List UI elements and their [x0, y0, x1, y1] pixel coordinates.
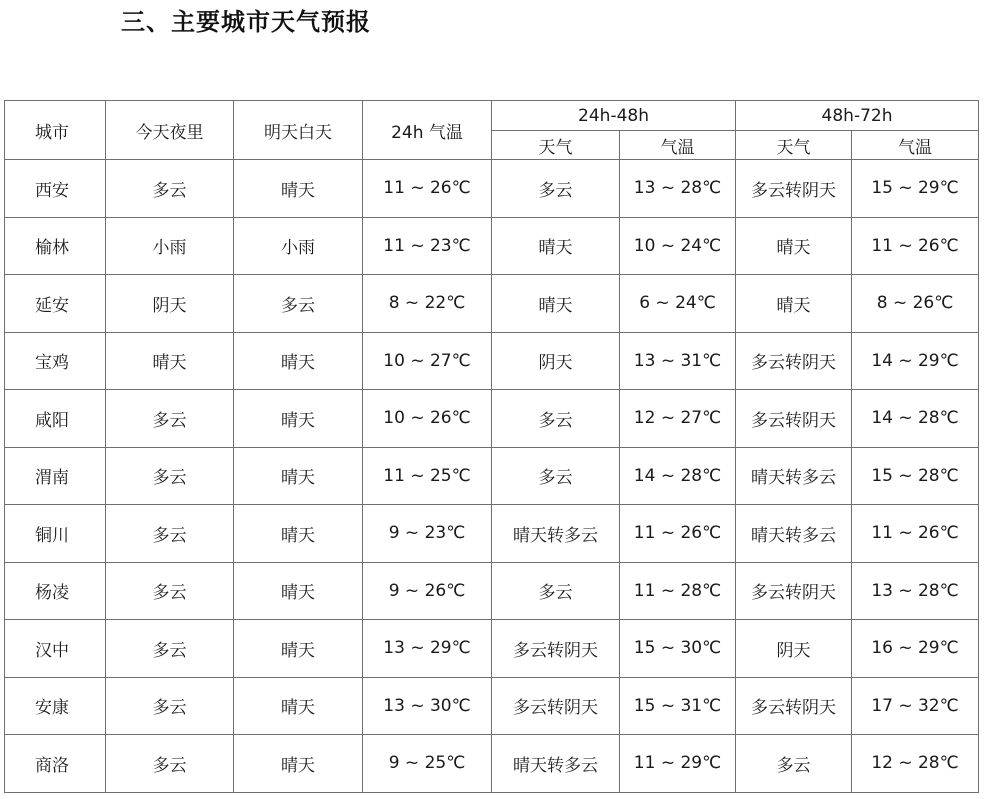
table-header	[5, 101, 979, 160]
cell-weather-24-48h: 多云	[492, 160, 620, 218]
table-row	[5, 217, 979, 275]
cell-temp-24h: 13 ~ 29℃	[363, 620, 492, 678]
cell-tonight: 多云	[106, 620, 234, 678]
cell-weather-48-72h: 晴天	[736, 275, 852, 333]
cell-temp-48-72h: 8 ~ 26℃	[852, 275, 979, 333]
cell-temp-48-72h: 15 ~ 28℃	[852, 447, 979, 505]
cell-temp-24-48h: 6 ~ 24℃	[620, 275, 736, 333]
cell-temp-24h: 11 ~ 23℃	[363, 217, 492, 275]
cell-city: 西安	[5, 160, 106, 218]
cell-tomorrow-day: 晴天	[234, 390, 363, 448]
cell-tomorrow-day: 晴天	[234, 332, 363, 390]
cell-weather-48-72h: 多云转阴天	[736, 390, 852, 448]
cell-weather-24-48h: 晴天转多云	[492, 505, 620, 563]
header-city: 城市	[5, 101, 106, 160]
cell-tonight: 阴天	[106, 275, 234, 333]
table-row	[5, 677, 979, 735]
table-row	[5, 735, 979, 793]
cell-tomorrow-day: 晴天	[234, 677, 363, 735]
header-temp-48-72h: 气温	[852, 131, 979, 160]
header-temp-24h: 24h 气温	[363, 101, 492, 160]
cell-weather-48-72h: 多云转阴天	[736, 160, 852, 218]
cell-tomorrow-day: 晴天	[234, 735, 363, 793]
cell-temp-24h: 11 ~ 25℃	[363, 447, 492, 505]
cell-temp-24-48h: 11 ~ 26℃	[620, 505, 736, 563]
cell-city: 商洛	[5, 735, 106, 793]
cell-tomorrow-day: 晴天	[234, 160, 363, 218]
cell-tonight: 多云	[106, 505, 234, 563]
forecast-table	[4, 100, 979, 793]
header-weather-24-48h: 天气	[492, 131, 620, 160]
cell-weather-48-72h: 晴天	[736, 217, 852, 275]
cell-city: 宝鸡	[5, 332, 106, 390]
cell-temp-24h: 10 ~ 27℃	[363, 332, 492, 390]
cell-weather-48-72h: 多云	[736, 735, 852, 793]
cell-weather-24-48h: 阴天	[492, 332, 620, 390]
cell-temp-48-72h: 13 ~ 28℃	[852, 562, 979, 620]
cell-temp-24h: 9 ~ 26℃	[363, 562, 492, 620]
cell-weather-24-48h: 多云转阴天	[492, 620, 620, 678]
cell-temp-24h: 9 ~ 23℃	[363, 505, 492, 563]
cell-temp-48-72h: 11 ~ 26℃	[852, 217, 979, 275]
cell-weather-48-72h: 阴天	[736, 620, 852, 678]
cell-weather-48-72h: 晴天转多云	[736, 447, 852, 505]
cell-tonight: 多云	[106, 677, 234, 735]
cell-temp-24h: 9 ~ 25℃	[363, 735, 492, 793]
cell-temp-24h: 8 ~ 22℃	[363, 275, 492, 333]
header-temp-24-48h: 气温	[620, 131, 736, 160]
cell-weather-24-48h: 晴天转多云	[492, 735, 620, 793]
header-group-48-72h: 48h-72h	[736, 101, 979, 131]
cell-tomorrow-day: 晴天	[234, 620, 363, 678]
cell-temp-24-48h: 10 ~ 24℃	[620, 217, 736, 275]
cell-tomorrow-day: 晴天	[234, 505, 363, 563]
cell-weather-48-72h: 多云转阴天	[736, 562, 852, 620]
table-row	[5, 160, 979, 218]
cell-tonight: 多云	[106, 390, 234, 448]
cell-city: 汉中	[5, 620, 106, 678]
table-row	[5, 447, 979, 505]
cell-tonight: 晴天	[106, 332, 234, 390]
table-row	[5, 390, 979, 448]
cell-temp-48-72h: 11 ~ 26℃	[852, 505, 979, 563]
cell-tomorrow-day: 多云	[234, 275, 363, 333]
cell-city: 渭南	[5, 447, 106, 505]
header-group-24-48h: 24h-48h	[492, 101, 736, 131]
cell-weather-48-72h: 多云转阴天	[736, 677, 852, 735]
cell-city: 铜川	[5, 505, 106, 563]
cell-city: 榆林	[5, 217, 106, 275]
cell-weather-24-48h: 多云	[492, 447, 620, 505]
cell-temp-48-72h: 12 ~ 28℃	[852, 735, 979, 793]
cell-tonight: 小雨	[106, 217, 234, 275]
header-tonight: 今天夜里	[106, 101, 234, 160]
cell-weather-24-48h: 多云	[492, 562, 620, 620]
cell-tomorrow-day: 晴天	[234, 562, 363, 620]
table-row	[5, 275, 979, 333]
cell-city: 咸阳	[5, 390, 106, 448]
cell-temp-48-72h: 14 ~ 29℃	[852, 332, 979, 390]
cell-tonight: 多云	[106, 447, 234, 505]
table-row	[5, 332, 979, 390]
cell-temp-48-72h: 15 ~ 29℃	[852, 160, 979, 218]
table-body	[5, 160, 979, 793]
cell-tomorrow-day: 小雨	[234, 217, 363, 275]
table-row	[5, 562, 979, 620]
header-tomorrow-day: 明天白天	[234, 101, 363, 160]
cell-weather-48-72h: 晴天转多云	[736, 505, 852, 563]
cell-city: 延安	[5, 275, 106, 333]
page-title: 三、主要城市天气预报	[121, 8, 371, 36]
cell-tonight: 多云	[106, 562, 234, 620]
cell-temp-24-48h: 15 ~ 31℃	[620, 677, 736, 735]
cell-temp-24h: 11 ~ 26℃	[363, 160, 492, 218]
cell-temp-24-48h: 14 ~ 28℃	[620, 447, 736, 505]
cell-temp-24-48h: 15 ~ 30℃	[620, 620, 736, 678]
cell-weather-24-48h: 多云	[492, 390, 620, 448]
cell-weather-24-48h: 晴天	[492, 217, 620, 275]
cell-temp-48-72h: 14 ~ 28℃	[852, 390, 979, 448]
cell-weather-24-48h: 多云转阴天	[492, 677, 620, 735]
cell-temp-24-48h: 11 ~ 29℃	[620, 735, 736, 793]
table-row	[5, 620, 979, 678]
cell-temp-24h: 13 ~ 30℃	[363, 677, 492, 735]
cell-city: 安康	[5, 677, 106, 735]
header-weather-48-72h: 天气	[736, 131, 852, 160]
cell-tonight: 多云	[106, 160, 234, 218]
cell-tomorrow-day: 晴天	[234, 447, 363, 505]
cell-weather-48-72h: 多云转阴天	[736, 332, 852, 390]
cell-city: 杨凌	[5, 562, 106, 620]
cell-temp-48-72h: 16 ~ 29℃	[852, 620, 979, 678]
cell-temp-48-72h: 17 ~ 32℃	[852, 677, 979, 735]
cell-temp-24-48h: 13 ~ 31℃	[620, 332, 736, 390]
cell-weather-24-48h: 晴天	[492, 275, 620, 333]
cell-temp-24-48h: 11 ~ 28℃	[620, 562, 736, 620]
cell-temp-24h: 10 ~ 26℃	[363, 390, 492, 448]
cell-temp-24-48h: 12 ~ 27℃	[620, 390, 736, 448]
cell-temp-24-48h: 13 ~ 28℃	[620, 160, 736, 218]
cell-tonight: 多云	[106, 735, 234, 793]
table-row	[5, 505, 979, 563]
